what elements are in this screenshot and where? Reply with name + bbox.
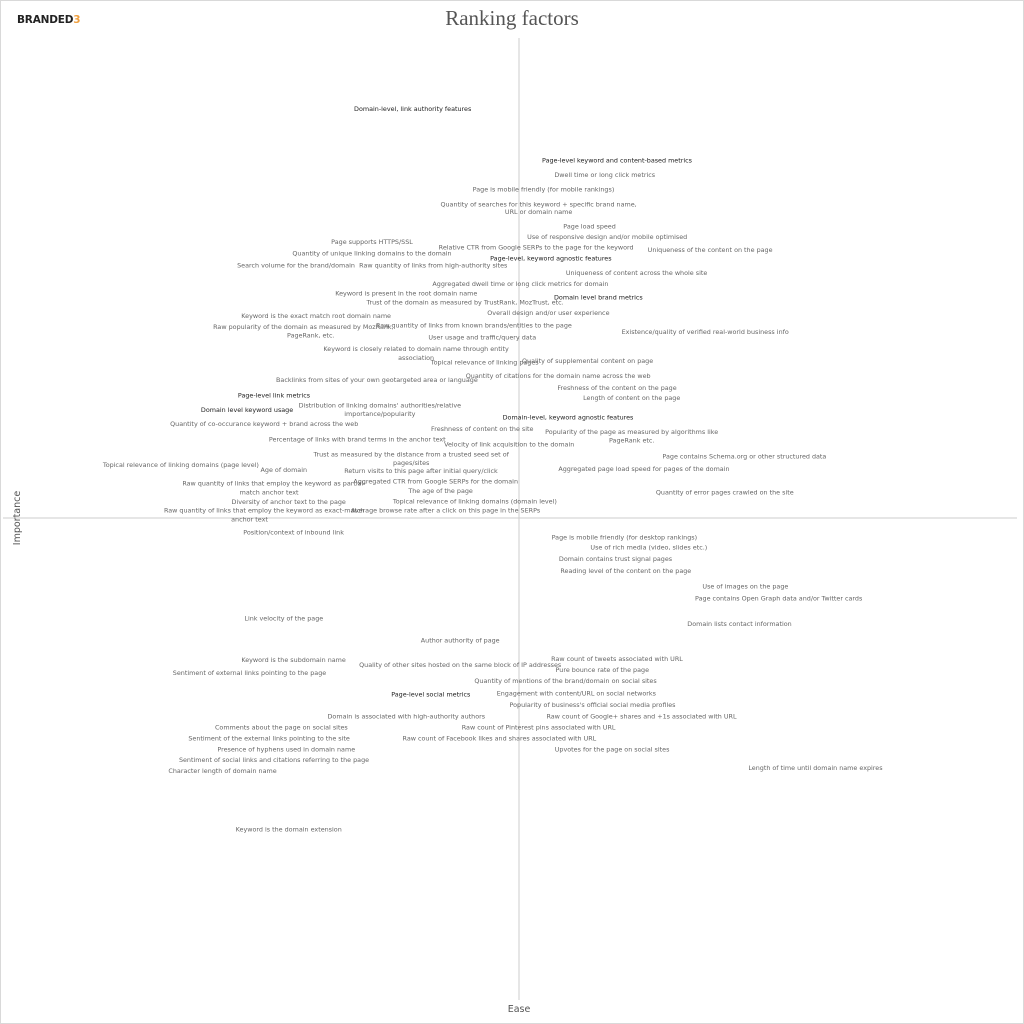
factor-label: Use of images on the page — [702, 582, 789, 591]
factor-label: Domain contains trust signal pages — [558, 555, 673, 564]
factor-label: Percentage of links with brand terms in the anchor text — [268, 435, 446, 444]
factor-label: Raw count of Google+ shares and +1s associated with URL — [546, 712, 737, 721]
factor-label: Sentiment of the external links pointing to the site — [188, 734, 350, 743]
factor-label: Raw quantity of links that employ the keyword as exact-match — [163, 506, 365, 515]
factor-label: Quantity of unique linking domains to the domain — [292, 249, 452, 258]
factor-label: Page contains Open Graph data and/or Twitter cards — [695, 594, 863, 603]
x-axis-label: Ease — [507, 1004, 531, 1015]
factor-label: Domain is associated with high-authority authors — [327, 712, 486, 721]
factor-label: Raw count of tweets associated with URL — [551, 655, 683, 664]
factor-label: Popularity of business's official social media profiles — [509, 701, 676, 710]
factor-label: Use of rich media (video, slides etc.) — [590, 543, 708, 552]
factor-label: Average browse rate after a click on this page in the SERPs — [350, 506, 541, 515]
factor-label: Raw quantity of links from known brands/entities to the page — [375, 321, 572, 330]
brand-logo-text: BRANDED — [17, 14, 74, 26]
factor-label: Raw count of Pinterest pins associated with URL — [461, 723, 616, 732]
factor-label: Freshness of content on the site — [431, 424, 534, 433]
factor-label: Return visits to this page after initial query/click — [344, 466, 498, 475]
factor-label: Page is mobile friendly (for desktop rankings) — [551, 533, 698, 542]
factor-label: Pure bounce rate of the page — [555, 665, 650, 674]
factor-label: Topical relevance of linking pages — [430, 358, 539, 367]
factor-label: Raw count of Facebook likes and shares associated with URL — [402, 734, 597, 743]
factor-label: Comments about the page on social sites — [214, 723, 348, 732]
factor-label: pages/sites — [393, 459, 430, 468]
factor-label: Trust of the domain as measured by TrustRank, MozTrust, etc. — [366, 298, 564, 307]
factor-label: Topical relevance of linking domains (domain level) — [392, 497, 557, 506]
factor-label: Aggregated CTR from Google SERPs for the domain — [353, 477, 519, 486]
factor-label: Sentiment of external links pointing to the page — [172, 668, 327, 677]
factor-label: Length of time until domain name expires — [748, 763, 883, 772]
chart-title: Ranking factors — [445, 6, 579, 30]
factor-label: Page load speed — [563, 222, 616, 231]
category-label: Page-level, keyword agnostic features — [490, 254, 612, 263]
factor-label: Keyword is the exact match root domain name — [241, 312, 392, 321]
factor-label: Uniqueness of content across the whole site — [565, 269, 708, 277]
factor-label: Raw quantity of links that employ the keyword as partial- — [182, 479, 366, 488]
factor-label: match anchor text — [239, 488, 299, 497]
factor-label: Uniqueness of the content on the page — [647, 245, 773, 254]
factor-label: Presence of hyphens used in domain name — [217, 745, 356, 754]
category-label: Page-level keyword and content-based metrics — [542, 156, 692, 165]
factor-label: Topical relevance of linking domains (page level) — [102, 461, 259, 470]
factor-label: Relative CTR from Google SERPs to the page for the keyword — [438, 243, 634, 252]
factor-label: Quantity of co-occurance keyword + brand across the web — [170, 419, 359, 428]
factor-label: Character length of domain name — [168, 766, 277, 775]
factor-label: Page contains Schema.org or other structured data — [662, 452, 827, 461]
factor-label: Backlinks from sites of your own geotargeted area or language — [276, 375, 478, 384]
factor-label: Quality of other sites hosted on the same block of IP addresses — [359, 661, 562, 669]
factor-label: Distribution of linking domains' authorities/relative — [298, 401, 462, 410]
factor-label: Keyword is the domain extension — [235, 825, 342, 834]
brand-logo-accent: 3 — [73, 14, 81, 26]
factor-label: Quantity of mentions of the brand/domain on social sites — [474, 677, 657, 686]
category-label: Page-level social metrics — [391, 690, 471, 699]
factor-label: Quantity of citations for the domain name across the web — [465, 371, 651, 380]
factor-label: Existence/quality of verified real-world business info — [621, 327, 789, 336]
factor-label: Velocity of link acquisition to the domain — [444, 440, 575, 449]
factor-label: PageRank, etc. — [287, 331, 335, 340]
factor-label: anchor text — [231, 515, 268, 524]
factor-label: Aggregated page load speed for pages of the domain — [558, 465, 730, 473]
factor-label: Raw popularity of the domain as measured by MozRank, — [213, 322, 394, 331]
factor-label: Age of domain — [260, 465, 308, 474]
factor-label: URL or domain name — [504, 207, 573, 216]
factor-label: Dwell time or long click metrics — [554, 171, 656, 179]
factor-label: Keyword is the subdomain name — [241, 656, 346, 665]
factor-label: Diversity of anchor text to the page — [231, 497, 346, 506]
factor-label: Page supports HTTPS/SSL — [331, 238, 413, 247]
factor-label: Use of responsive design and/or mobile optimised — [527, 233, 688, 242]
factor-label: Freshness of the content on the page — [557, 384, 677, 393]
factor-label: Length of content on the page — [583, 393, 681, 402]
category-label: Domain-level, keyword agnostic features — [502, 413, 634, 422]
factor-label: Page is mobile friendly (for mobile rankings) — [472, 185, 615, 194]
factor-labels — [102, 105, 883, 834]
factor-label: Engagement with content/URL on social networks — [496, 689, 656, 698]
factor-label: Keyword is closely related to domain name through entity — [323, 344, 509, 353]
factor-label: Keyword is present in the root domain name — [335, 289, 478, 298]
category-label: Domain level keyword usage — [200, 406, 294, 415]
factor-label: Quantity of error pages crawled on the site — [655, 488, 794, 497]
factor-label: The age of the page — [408, 487, 473, 496]
category-label: Domain level brand metrics — [554, 293, 643, 302]
y-axis-label: Importance — [12, 490, 23, 546]
factor-label: Quality of supplemental content on page — [522, 357, 654, 366]
factor-label: Aggregated dwell time or long click metrics for domain — [432, 279, 609, 288]
factor-label: PageRank etc. — [608, 436, 655, 445]
category-label: Domain-level, link authority features — [354, 104, 472, 113]
factor-label: User usage and traffic/query data — [428, 333, 537, 342]
factor-label: Author authority of page — [420, 636, 500, 645]
factor-label: Upvotes for the page on social sites — [554, 745, 670, 754]
factor-label: Position/context of inbound link — [243, 528, 344, 537]
factor-label: Trust as measured by the distance from a trusted seed set of — [313, 450, 509, 459]
factor-label: Reading level of the content on the page — [560, 566, 692, 575]
factor-label: Popularity of the page as measured by algorithms like — [545, 427, 719, 436]
factor-label: Sentiment of social links and citations referring to the page — [178, 756, 370, 765]
factor-label: association — [398, 353, 435, 362]
factor-label: Raw quantity of links from high-authority sites — [359, 261, 508, 270]
factor-label: Domain lists contact information — [687, 619, 792, 628]
factor-label: importance/popularity — [344, 410, 416, 419]
factor-label: Link velocity of the page — [244, 614, 324, 623]
factor-label: Overall design and/or user experience — [487, 309, 610, 318]
factor-label: Search volume for the brand/domain — [237, 261, 355, 270]
category-label: Page-level link metrics — [237, 391, 311, 400]
factor-label: Quantity of searches for this keyword + specific brand name, — [440, 200, 637, 209]
